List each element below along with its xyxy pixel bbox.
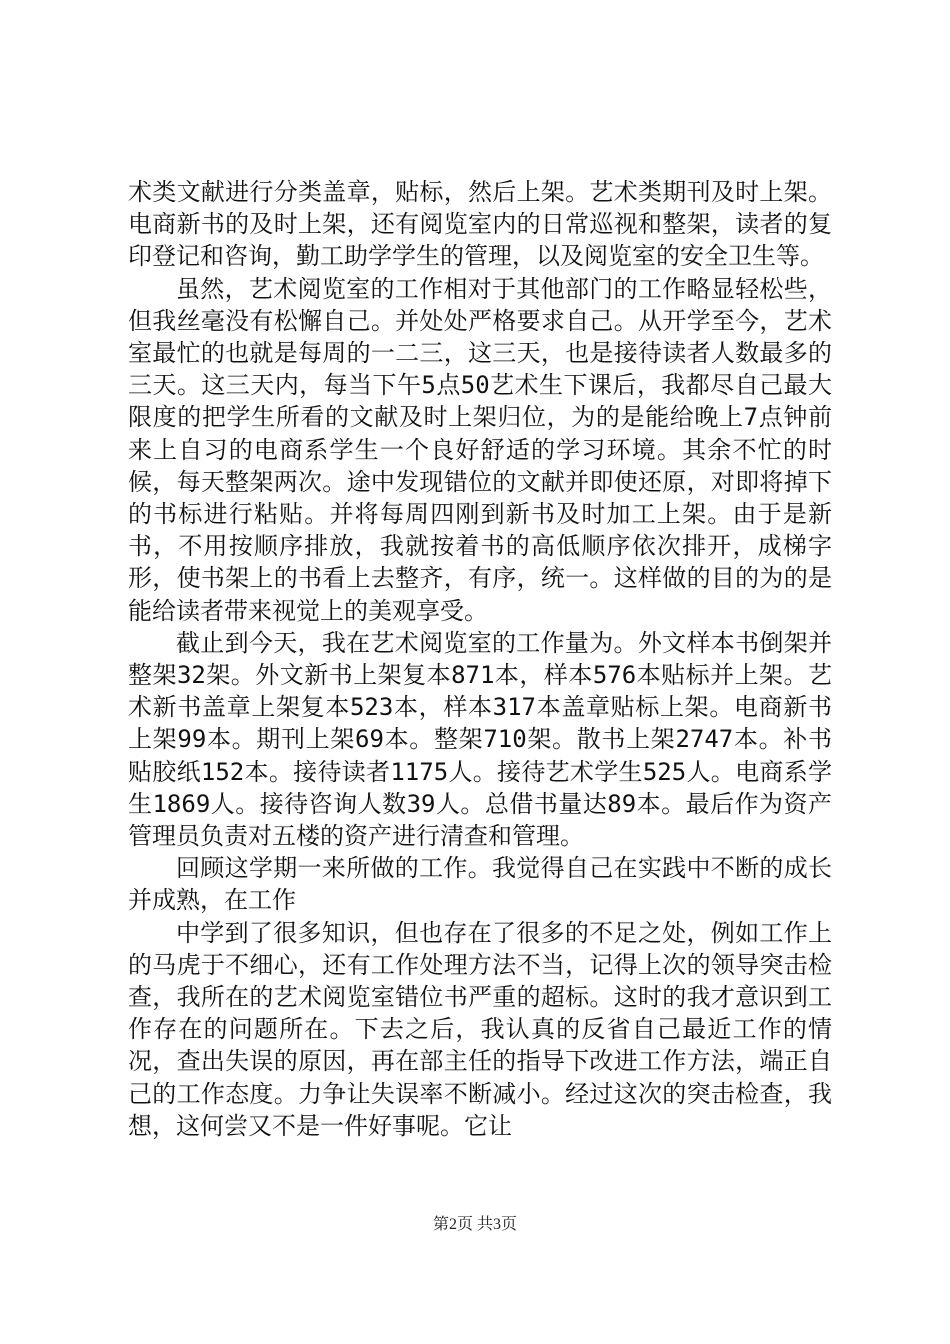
paragraph-1: 术类文献进行分类盖章，贴标，然后上架。艺术类期刊及时上架。电商新书的及时上架，还有阅览室内的日常巡视和整架，读者的复印登记和咨询，勤工助学学生的管理，以及阅览室的安全卫生等。 [128, 178, 832, 271]
paragraph-3: 截止到今天，我在艺术阅览室的工作量为。外文样本书倒架并整架32架。外文新书上架复本871本，样本576本贴标并上架。艺术新书盖章上架复本523本，样本317本盖章贴标上架。电商新书上架99本。期刊上架69本。整架710架。散书上架2747本。补书贴胶纸152本。接待读者1175人。接待艺术学生525人。电商系学生1869人。接待咨询人数39人。总借书量达89本。最后作为资产管理员负责对五楼的资产进行清查和管理。 [128, 628, 832, 851]
paragraph-4: 回顾这学期一来所做的工作。我觉得自己在实践中不断的成长并成熟，在工作 [128, 854, 832, 915]
page-footer [0, 1215, 950, 1235]
paragraph-5: 中学到了很多知识，但也存在了很多的不足之处，例如工作上的马虎于不细心，还有工作处理方法不当，记得上次的领导突击检查，我所在的艺术阅览室错位书严重的超标。这时的我才意识到工作存在的问题所在。下去之后，我认真的反省自己最近工作的情况，查出失误的原因，再在部主任的指导下改进工作方法，端正自己的工作态度。力争让失误率不断减小。经过这次的突击检查，我想，这何尝又不是一件好事呢。它让 [128, 918, 832, 1140]
document-body [128, 176, 832, 1142]
page-number-label: 第2页 共3页 [432, 1216, 517, 1233]
paragraph-2: 虽然，艺术阅览室的工作相对于其他部门的工作略显轻松些，但我丝毫没有松懈自己。并处处严格要求自己。从开学至今，艺术室最忙的也就是每周的一二三，这三天，也是接待读者人数最多的三天。这三天内，每当下午5点50艺术生下课后，我都尽自己最大限度的把学生所看的文献及时上架归位，为的是能给晚上7点钟前来上自习的电商系学生一个良好舒适的学习环境。其余不忙的时候，每天整架两次。途中发现错位的文献并即使还原，对即将掉下的书标进行粘贴。并将每周四刚到新书及时加工上架。由于是新书，不用按顺序排放，我就按着书的高低顺序依次排开，成梯字形，使书架上的书看上去整齐，有序，统一。这样做的目的为的是能给读者带来视觉上的美观享受。 [128, 274, 832, 625]
